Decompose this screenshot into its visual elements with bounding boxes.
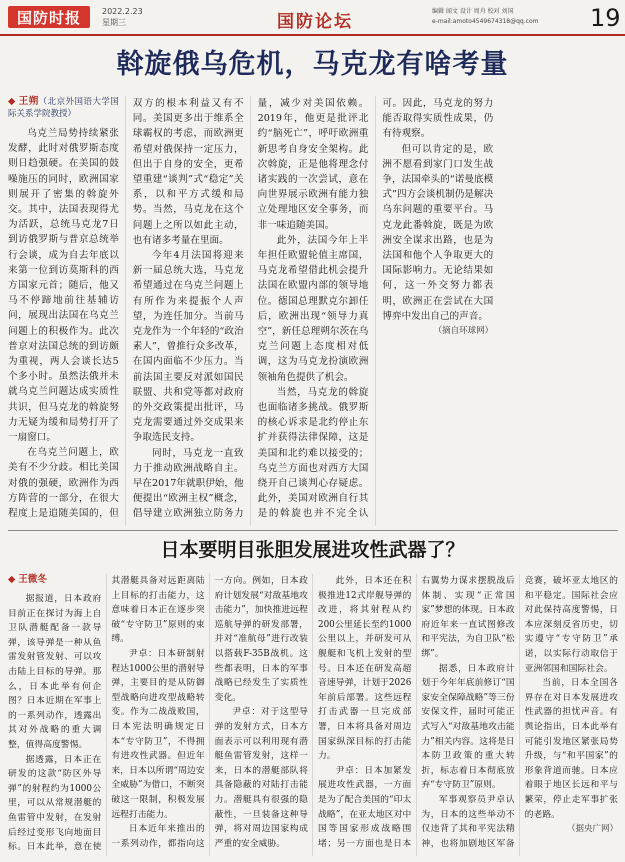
article1-paragraph: 当然，马克龙的斡旋也面临诸多挑战。俄罗斯的核心诉求是北约停止东扩并获得法律保障，这是美国和北约难以接受的；乌克兰方面也对西方大国绕开自己谈判心存疑虑。此外，美国对欧洲自行其是的斡旋也并不完全认可。因此，马克龙的努力能否取得实质性成果，仍有待观察。 xyxy=(257,98,494,520)
article1-paragraph: 今年4月法国将迎来新一届总统大选，马克龙希望通过在乌克兰问题上有所作为来提振个人声望，为连任加分。当前马克龙作为一个年轻的“政治素人”，曾推行众多改革，在国内面临不少压力。当前法国主要反对派如国民联盟、共和党等都对政府的外交政策提出批评，马克龙需要通过外交成果来争取选民支持。 xyxy=(132,250,244,444)
article2-paragraph: 日本近年来推出的一系列动作，都指向这一方向。例如，日本政府计划发展“对敌基地攻击能力”，加快推进远程巡航导弹的研发部署，并对“准航母”进行改装以搭载F-35B战机。这些都表明，日本的军事战略已经发生了实质性变化。 xyxy=(111,576,308,849)
page-number: 19 xyxy=(590,4,621,32)
article1-headline: 斡旋俄乌危机，马克龙有啥考量 xyxy=(116,49,509,80)
contact-email: e-mail:amoto4549674318@qq.com xyxy=(432,18,539,25)
article2-paragraph: 此外，日本还在积极推进12式岸舰导弹的改进，将其射程从约200公里延长至约1000公里以上，并研发可从舰艇和飞机上发射的型号。日本还在研发高超音速导弹，计划于2026年前后部署。这些远程打击武器一旦完成部署，日本将具备对周边国家纵深目标的打击能力。 xyxy=(317,576,412,762)
page-header xyxy=(0,0,625,40)
byline-diamond-icon: ◆ xyxy=(8,574,16,585)
editor-credits: 编辑 闻文 设计 周舟 校对 刘国 xyxy=(432,8,514,15)
article1-paragraph: 乌克兰局势持续紧张发酵，此时对俄罗斯态度则日趋强硬。在美国的鼓噪施压的同时，欧洲国家则展开了密集的斡旋外交。其中，法国表现得尤为活跃，总统马克龙7日到访俄罗斯与普京总统举行会谈，成为自去年底以来第一位到访莫斯科的西方国家元首；随后，他又马不停蹄地前往基辅访问，展现出法国在乌克兰问题上的积极作为。此次普京对法国总统的到访颇为重视，两人会谈长达5个多小时。虽然法俄并未就乌克兰问题达成实质性共识，但马克龙的斡旋努力无疑为缓和局势打开了一扇窗口。 xyxy=(8,128,119,444)
newspaper-logo: 国防时报 xyxy=(8,6,90,28)
article2-paragraph: 据透露，日本正在研发的这款“防区外导弹”的射程约为1000公里，可以从常规潜艇的鱼雷管中发射，在发射后经过变形飞向地面目标。日本此举，意在使其潜艇具备对远距离陆上目标的打击能力，这意味着日本正在逐步突破“专守防卫”原则的束缚。 xyxy=(8,576,205,853)
article2-headline: 日本要明目张胆发展进攻性武器了？ xyxy=(160,539,465,561)
article1-source: （摘自环球网） xyxy=(433,326,494,337)
article2-paragraph: 据悉，日本政府计划于今年年底前修订“国家安全保障战略”等三份安保文件，届时可能正式写入“对敌基地攻击能力”相关内容。这将是日本防卫政策的重大转折，标志着日本彻底放弃“专守防卫”原则。 xyxy=(421,663,515,791)
article2-body xyxy=(8,574,618,856)
article1-body xyxy=(8,96,618,526)
byline-diamond-icon: ◆ xyxy=(8,96,16,107)
byline-author: 王朔 xyxy=(18,96,39,107)
article2-paragraph: 尹卓：日本研制射程达1000公里的潜射导弹，主要目的是从防御型战略向进攻型战略转变。作为二战战败国，日本宪法明确规定日本“专守防卫”，不得拥有进攻性武器。但近年来，日本以所谓“周边安全威胁”为借口，不断突破这一限制，积极发展远程打击能力。 xyxy=(111,648,205,820)
article2-paragraph: 据报道，日本政府目前正在探讨为海上自卫队潜艇配备一款导弹，该导弹是一种从鱼雷发射管发射、可以攻击陆上目标的导弹。那么，日本此举有何企图？日本近期在军事上的一系列动作，透露出其对外战略的重大调整，值得高度警惕。 xyxy=(8,594,102,750)
header-divider xyxy=(0,34,625,36)
article2-paragraph: 军事观察员尹卓认为，日本的这些举动不仅违背了其和平宪法精神，也将加剧地区军备竞赛，破坏亚太地区的和平稳定。国际社会应对此保持高度警惕，日本应深刻反省历史，切实遵守“专守防卫”承诺，以实际行动取信于亚洲邻国和国际社会。 xyxy=(421,576,618,849)
issue-weekday: 星期三 xyxy=(102,18,126,27)
issue-date: 2022.2.23 xyxy=(102,7,143,16)
article1-paragraph: 同时，马克龙一直致力于推动欧洲战略自主。早在2017年就职伊始，他便提出“欧洲主权”概念，倡导建立欧洲独立防务力量，减少对美国依赖。2019年，他更是批评北约“脑死亡”，呼吁欧洲重新思考自身安全架构。此次斡旋，正是他将理念付诸实践的一次尝试，意在向世界展示欧洲有能力独立处理地区安全事务，而非一味追随美国。 xyxy=(132,98,369,520)
article1-paragraph: 在乌克兰问题上，欧美有不少分歧。相比美国对俄的强硬，欧洲作为西方阵营的一部分，在很大程度上是追随美国的，但双方的根本利益又有不同。美国更多出于维系全球霸权的考虑，而欧洲更希望对俄保持一定压力，但出于自身的安全，更希望重建“谈判”式“稳定”关系，以和平方式缓和局势。当然，马克龙在这个问题上之所以如此主动，也有诸多考量在里面。 xyxy=(8,98,244,520)
article2-byline xyxy=(8,574,101,586)
article2-paragraph: 尹卓：对于这型导弹的发射方式，日本方面表示可以利用现有潜艇鱼雷管发射，这样一来，日本的潜艇部队将具备隐蔽的对陆打击能力。潜艇具有很强的隐蔽性，一旦装备这种导弹，将对周边国家构成严重的安全威胁。 xyxy=(214,707,308,849)
issue-date-block xyxy=(102,6,143,28)
article2-source: （据央广网） xyxy=(566,824,618,835)
article1-paragraph: 此外，法国今年上半年担任欧盟轮值主席国，马克龙希望借此机会提升法国在欧盟内部的领导地位。德国总理默克尔卸任后，欧洲出现“领导力真空”，新任总理朔尔茨在乌克兰问题上态度相对低调，这为马克龙扮演欧洲领袖角色提供了机会。 xyxy=(257,234,369,383)
byline-author: 王微冬 xyxy=(18,574,47,585)
article-divider xyxy=(8,530,618,531)
article2-paragraph: 当前，日本全国各界存在对日本发展进攻性武器的担忧声音。有舆论指出，日本此举有可能引发地区紧张局势升级，与“和平国家”的形象背道而驰。日本应着眼于地区长远和平与繁荣，停止走军事扩张的老路。 xyxy=(524,678,618,820)
section-title: 国防论坛 xyxy=(277,12,353,32)
byline-affiliation: （北京外国语大学国际关系学院教授） xyxy=(8,97,119,119)
article2-paragraph: 尹卓：日本加紧发展进攻性武器，一方面是为了配合美国的“印太战略”，在亚太地区对中国等国家形成战略围堵；另一方面也是日本右翼势力谋求摆脱战后体制、实现“正常国家”梦想的体现。日本政府近年来一直试图修改和平宪法，为自卫队“松绑”。 xyxy=(317,576,515,849)
article1-byline xyxy=(8,96,119,120)
masthead-info xyxy=(432,7,538,27)
article1-paragraph: 但可以肯定的是，欧洲不愿看到家门口发生战争，法国牵头的“诺曼底模式”四方会谈机制仍是解决乌东问题的重要平台。马克龙此番斡旋，既是为欧洲安全谋求出路，也是为法国和他个人争取更大的国际影响力。无论结果如何，这一外交努力都表明，欧洲正在尝试在大国博弈中发出自己的声音。 xyxy=(382,143,494,322)
